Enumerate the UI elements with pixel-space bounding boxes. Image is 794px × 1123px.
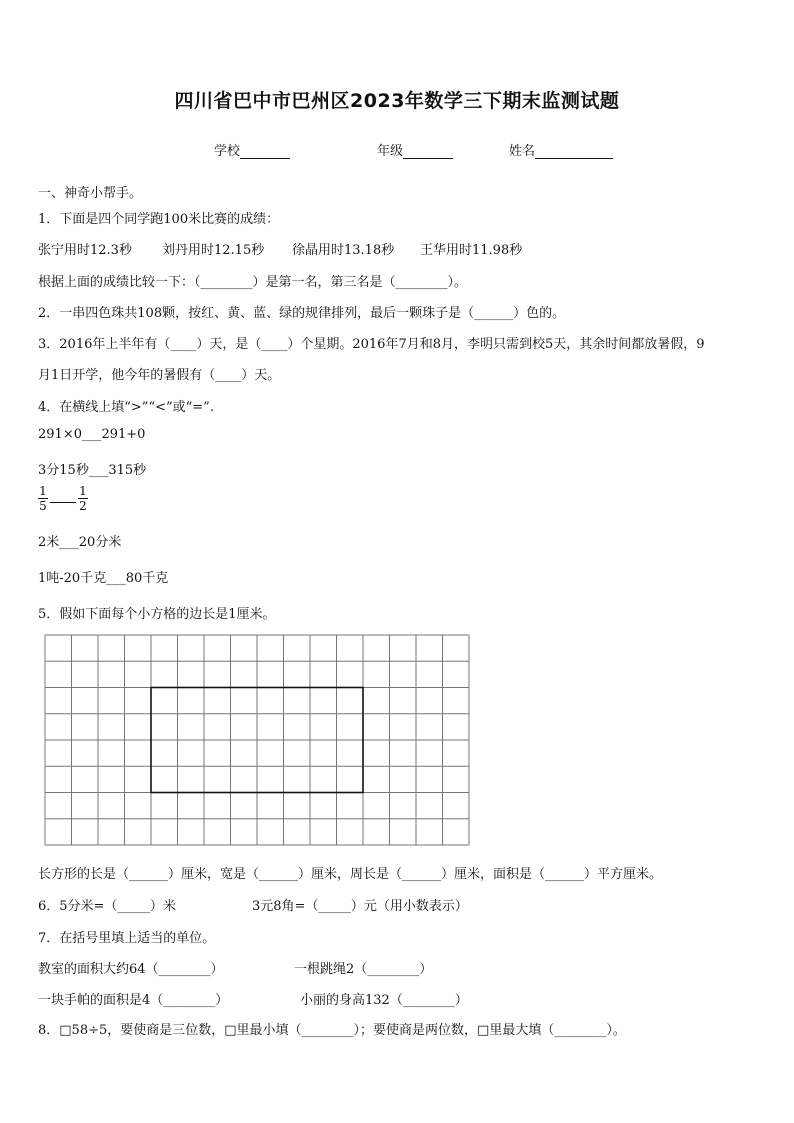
fraction-left-numerator: 1 xyxy=(39,484,47,498)
q1-result-4: 王华用时11.98秒 xyxy=(420,243,523,258)
grade-field xyxy=(377,140,453,159)
q4-item-1: 291×0___291+0 xyxy=(38,427,146,442)
q3-line-1: 3．2016年上半年有（____）天，是（____）个星期。2016年7月和8月，李明只需到校5天，其余时间都放暑假，9 xyxy=(38,337,705,352)
fraction-blank[interactable] xyxy=(50,494,76,503)
name-blank[interactable] xyxy=(535,144,613,159)
q4-item-4: 2米___20分米 xyxy=(38,535,122,550)
fraction-left xyxy=(38,484,48,513)
square-grid xyxy=(44,634,470,846)
name-label: 姓名 xyxy=(509,144,536,159)
q4-stem: 4．在横线上填“>”“<”或“=”. xyxy=(38,400,214,415)
q5-stem: 5．假如下面每个小方格的边长是1厘米。 xyxy=(38,607,276,622)
q6-part-2: 3元8角=（_____）元（用小数表示） xyxy=(252,899,468,914)
q5-question: 长方形的长是（______）厘米，宽是（______）厘米，周长是（______）厘米，面积是（______）平方厘米。 xyxy=(38,867,663,882)
q7-stem: 7．在括号里填上适当的单位。 xyxy=(38,931,216,946)
section-heading: 一、神奇小帮手。 xyxy=(38,186,143,201)
school-blank[interactable] xyxy=(240,144,290,159)
fraction-right-denominator: 2 xyxy=(79,499,87,513)
q7-item-2: 一根跳绳2（________） xyxy=(294,962,433,977)
q7-item-1: 教室的面积大约64（________） xyxy=(38,962,224,977)
q4-fraction-compare xyxy=(38,484,88,513)
fraction-right xyxy=(78,484,88,513)
school-field xyxy=(214,140,290,159)
grade-blank[interactable] xyxy=(403,144,453,159)
q2-text: 2．一串四色珠共108颗，按红、黄、蓝、绿的规律排列，最后一颗珠子是（______）色的。 xyxy=(38,306,566,321)
q3-line-2: 月1日开学，他今年的暑假有（____）天。 xyxy=(38,368,281,383)
fraction-right-numerator: 1 xyxy=(79,484,87,498)
fraction-left-denominator: 5 xyxy=(39,499,47,513)
q1-question: 根据上面的成绩比较一下：（________）是第一名，第三名是（________）。 xyxy=(38,275,468,290)
name-field xyxy=(509,140,613,159)
q4-item-2: 3分15秒___315秒 xyxy=(38,463,147,478)
q1-result-2: 刘丹用时12.15秒 xyxy=(162,243,265,258)
q4-item-5: 1吨-20千克___80千克 xyxy=(38,571,169,586)
school-label: 学校 xyxy=(214,144,241,159)
q8-text: 8．□58÷5，要使商是三位数，□里最小填（________）；要使商是两位数，□里最大填（________）。 xyxy=(38,1023,626,1038)
q1-stem: 1．下面是四个同学跑100米比赛的成绩： xyxy=(38,212,280,227)
page-title: 四川省巴中市巴州区2023年数学三下期末监测试题 xyxy=(174,90,620,112)
q1-result-1: 张宁用时12.3秒 xyxy=(38,243,132,258)
q6-part-1: 6．5分米=（_____）米 xyxy=(38,899,176,914)
q1-result-3: 徐晶用时13.18秒 xyxy=(292,243,395,258)
q7-item-4: 小丽的身高132（________） xyxy=(300,993,468,1008)
q7-item-3: 一块手帕的面积是4（________） xyxy=(38,993,229,1008)
grade-label: 年级 xyxy=(377,144,404,159)
